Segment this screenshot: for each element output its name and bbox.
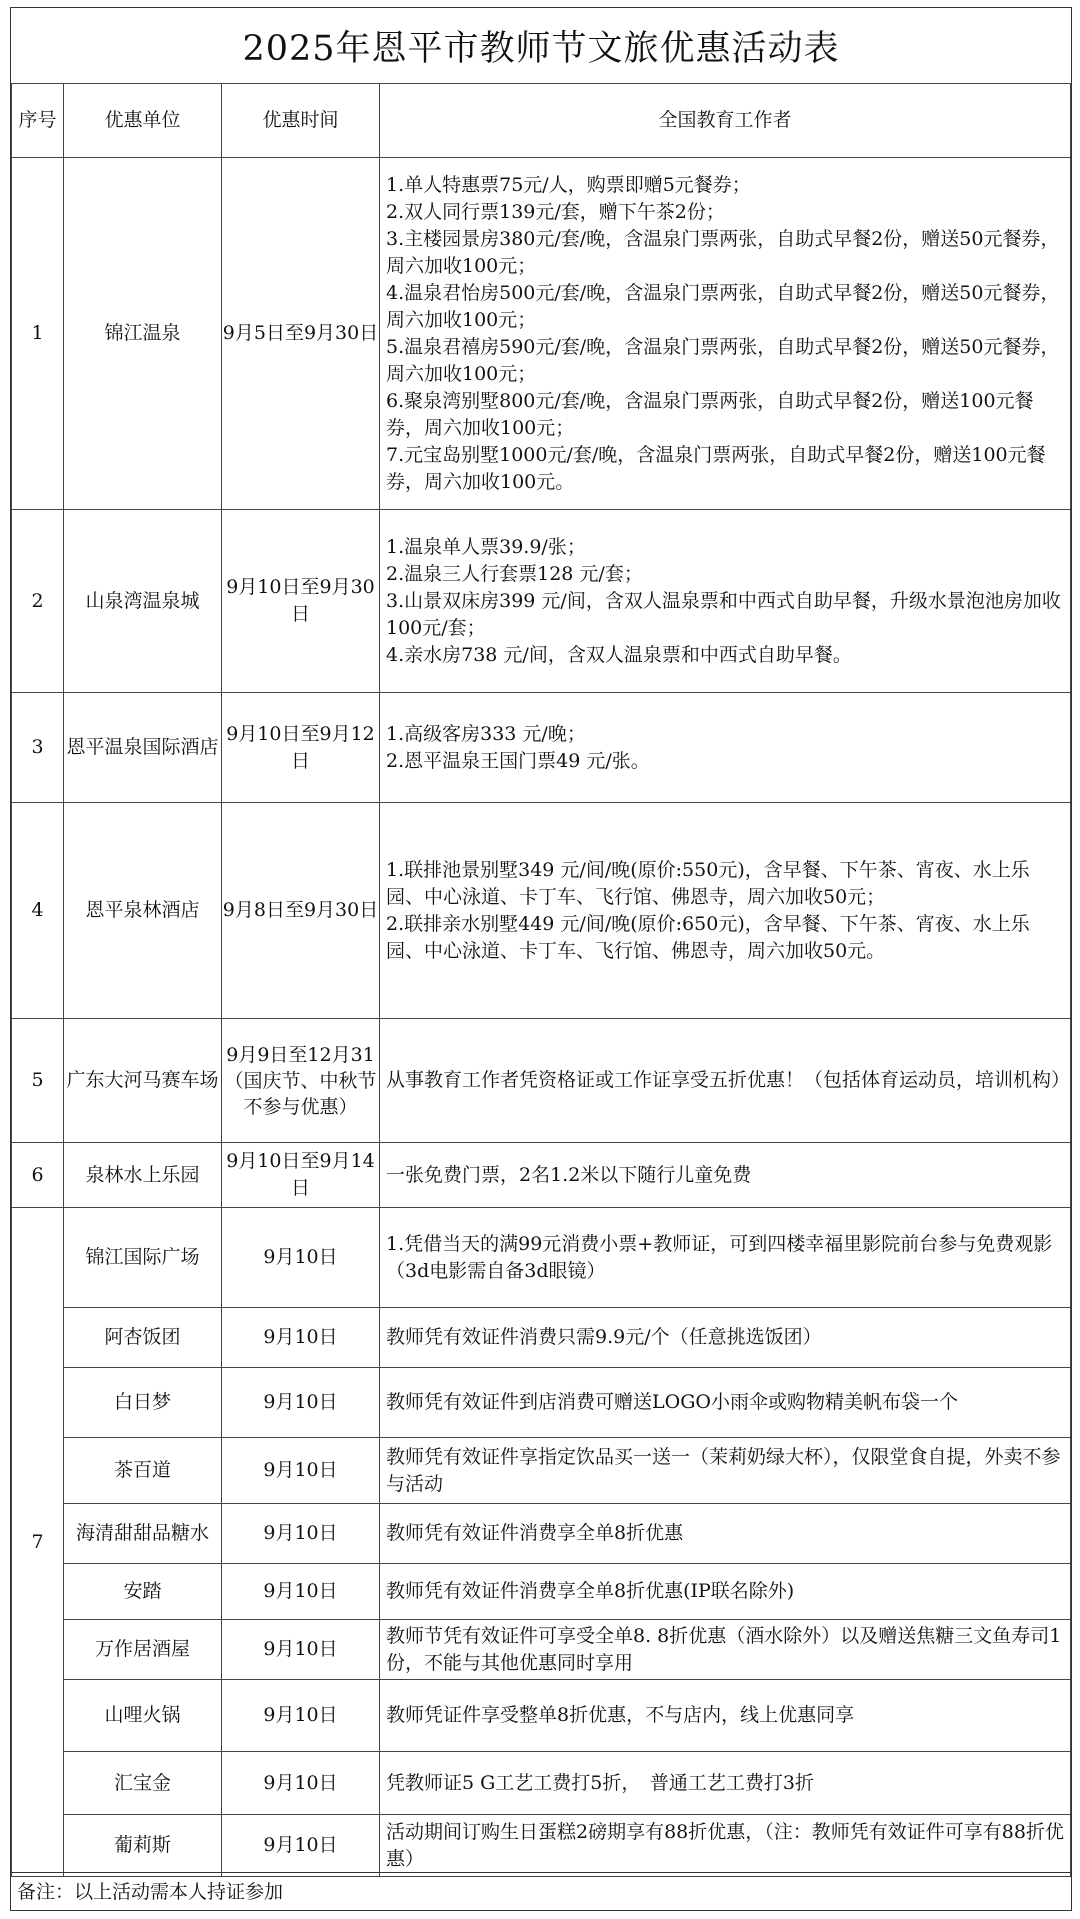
row-detail: 教师凭有效证件消费享全单8折优惠	[380, 1504, 1071, 1564]
row-time: 9月5日至9月30日	[222, 158, 380, 510]
row-detail: 活动期间订购生日蛋糕2磅期享有88折优惠，（注：教师凭有效证件可享有88折优惠）	[380, 1815, 1071, 1877]
detail-line: 1.联排池景别墅349 元/间/晚(原价:550元)，含早餐、下午茶、宵夜、水上乐园、中心泳道、卡丁车、飞行馆、佛恩寺，周六加收50元；	[386, 858, 1030, 908]
detail-line: 3.主楼园景房380元/套/晚，含温泉门票两张，自助式早餐2份，赠送50元餐券，周六加收100元；	[386, 227, 1060, 277]
row-unit: 葡莉斯	[64, 1815, 222, 1877]
row-time: 9月10日	[222, 1308, 380, 1368]
row-time: 9月10日	[222, 1680, 380, 1752]
row-time: 9月10日	[222, 1815, 380, 1877]
detail-line: 2.联排亲水别墅449 元/间/晚(原价:650元)，含早餐、下午茶、宵夜、水上乐园、中心泳道、卡丁车、飞行馆、佛恩寺，周六加收50元。	[386, 912, 1030, 962]
row-detail: 教师凭有效证件到店消费可赠送LOGO小雨伞或购物精美帆布袋一个	[380, 1368, 1071, 1438]
row-detail: 教师凭证件享受整单8折优惠，不与店内，线上优惠同享	[380, 1680, 1071, 1752]
row-unit: 茶百道	[64, 1438, 222, 1504]
row-time: 9月10日至9月14日	[222, 1143, 380, 1208]
detail-line: 1.温泉单人票39.9/张；	[386, 535, 586, 558]
detail-line: 6.聚泉湾别墅800元/套/晚，含温泉门票两张，自助式早餐2份，赠送100元餐券，周六加收100元；	[386, 389, 1034, 439]
table-row	[12, 1680, 1071, 1752]
detail-line: 7.元宝岛别墅1000元/套/晚，含温泉门票两张，自助式早餐2份，赠送100元餐券，周六加收100元。	[386, 443, 1046, 493]
row-time: 9月10日	[222, 1438, 380, 1504]
table-row	[12, 158, 1071, 510]
detail-line: 5.温泉君禧房590元/套/晚，含温泉门票两张，自助式早餐2份，赠送50元餐券，周六加收100元；	[386, 335, 1060, 385]
row-time: 9月10日	[222, 1208, 380, 1308]
detail-line: 2.温泉三人行套票128 元/套；	[386, 562, 643, 585]
detail-line: 4.温泉君怡房500元/套/晚，含温泉门票两张，自助式早餐2份，赠送50元餐券，周六加收100元；	[386, 281, 1060, 331]
table-row	[12, 510, 1071, 693]
row-unit: 恩平温泉国际酒店	[64, 693, 222, 803]
header-detail: 全国教育工作者	[380, 84, 1071, 158]
row-unit: 泉林水上乐园	[64, 1143, 222, 1208]
header-row	[12, 84, 1071, 158]
table-row	[12, 1208, 1071, 1308]
row-unit: 山泉湾温泉城	[64, 510, 222, 693]
header-unit: 优惠单位	[64, 84, 222, 158]
detail-line: 从事教育工作者凭资格证或工作证享受五折优惠！（包括体育运动员，培训机构）	[386, 1069, 1071, 1091]
row-detail	[380, 803, 1071, 1019]
row-unit: 万作居酒屋	[64, 1620, 222, 1680]
row-index: 1	[12, 158, 64, 510]
table-row	[12, 803, 1071, 1019]
detail-line: 2.双人同行票139元/套，赠下午茶2份；	[386, 200, 725, 223]
row-time: 9月10日	[222, 1504, 380, 1564]
row-time: 9月10日	[222, 1564, 380, 1620]
row-unit: 汇宝金	[64, 1752, 222, 1815]
detail-line: 4.亲水房738 元/间，含双人温泉票和中西式自助早餐。	[386, 643, 852, 666]
row-detail	[380, 510, 1071, 693]
row-unit: 锦江温泉	[64, 158, 222, 510]
table-row	[12, 1143, 1071, 1208]
row-unit: 广东大河马赛车场	[64, 1019, 222, 1143]
table-row	[12, 1308, 1071, 1368]
row-detail	[380, 1143, 1071, 1208]
row-unit: 白日梦	[64, 1368, 222, 1438]
row-detail: 教师凭有效证件享指定饮品买一送一（茉莉奶绿大杯），仅限堂食自提，外卖不参与活动	[380, 1438, 1071, 1504]
table-row	[12, 1368, 1071, 1438]
row-detail: 凭教师证5 G工艺工费打5折， 普通工艺工费打3折	[380, 1752, 1071, 1815]
table-row	[12, 1019, 1071, 1143]
table-row	[12, 1752, 1071, 1815]
row-unit: 海清甜甜品糖水	[64, 1504, 222, 1564]
activity-table	[11, 83, 1071, 1877]
row-index: 2	[12, 510, 64, 693]
row-unit: 恩平泉林酒店	[64, 803, 222, 1019]
activity-sheet	[10, 7, 1072, 1911]
detail-line: 一张免费门票，2名1.2米以下随行儿童免费	[386, 1163, 752, 1186]
row-detail	[380, 693, 1071, 803]
table-row	[12, 693, 1071, 803]
row-index: 4	[12, 803, 64, 1019]
row-time: 9月10日	[222, 1368, 380, 1438]
table-row	[12, 1504, 1071, 1564]
row-detail	[380, 158, 1071, 510]
detail-line: 2.恩平温泉王国门票49 元/张。	[386, 749, 650, 772]
row-index: 3	[12, 693, 64, 803]
row-unit: 锦江国际广场	[64, 1208, 222, 1308]
table-row	[12, 1564, 1071, 1620]
table-row	[12, 1815, 1071, 1877]
row-time: 9月9日至12月31（国庆节、中秋节不参与优惠）	[222, 1019, 380, 1143]
row-detail: 教师节凭有效证件可享受全单8. 8折优惠（酒水除外）以及赠送焦糖三文鱼寿司1份，不能与其他优惠同时享用	[380, 1620, 1071, 1680]
table-row	[12, 1620, 1071, 1680]
footnote: 备注：以上活动需本人持证参加	[11, 1872, 1071, 1910]
detail-line: 1.高级客房333 元/晚；	[386, 722, 586, 745]
page-title: 2025年恩平市教师节文旅优惠活动表	[11, 8, 1071, 84]
row-index: 6	[12, 1143, 64, 1208]
row-unit: 安踏	[64, 1564, 222, 1620]
row-time: 9月10日	[222, 1620, 380, 1680]
detail-line: 1.单人特惠票75元/人，购票即赠5元餐券；	[386, 173, 751, 196]
row-detail	[380, 1019, 1071, 1143]
row-unit: 阿杏饭团	[64, 1308, 222, 1368]
row-time: 9月8日至9月30日	[222, 803, 380, 1019]
row-time: 9月10日至9月30日	[222, 510, 380, 693]
row-unit: 山哩火锅	[64, 1680, 222, 1752]
row-time: 9月10日至9月12日	[222, 693, 380, 803]
detail-line: 3.山景双床房399 元/间，含双人温泉票和中西式自助早餐，升级水景泡池房加收 100元/套；	[386, 589, 1061, 639]
row-detail: 教师凭有效证件消费享全单8折优惠(IP联名除外)	[380, 1564, 1071, 1620]
row-index: 7	[12, 1208, 64, 1877]
header-time: 优惠时间	[222, 84, 380, 158]
row-time: 9月10日	[222, 1752, 380, 1815]
row-index: 5	[12, 1019, 64, 1143]
row-detail: 教师凭有效证件消费只需9.9元/个（任意挑选饭团）	[380, 1308, 1071, 1368]
table-row	[12, 1438, 1071, 1504]
row-detail: 1.凭借当天的满99元消费小票+教师证，可到四楼幸福里影院前台参与免费观影（3d电影需自备3d眼镜）	[380, 1208, 1071, 1308]
header-index: 序号	[12, 84, 64, 158]
